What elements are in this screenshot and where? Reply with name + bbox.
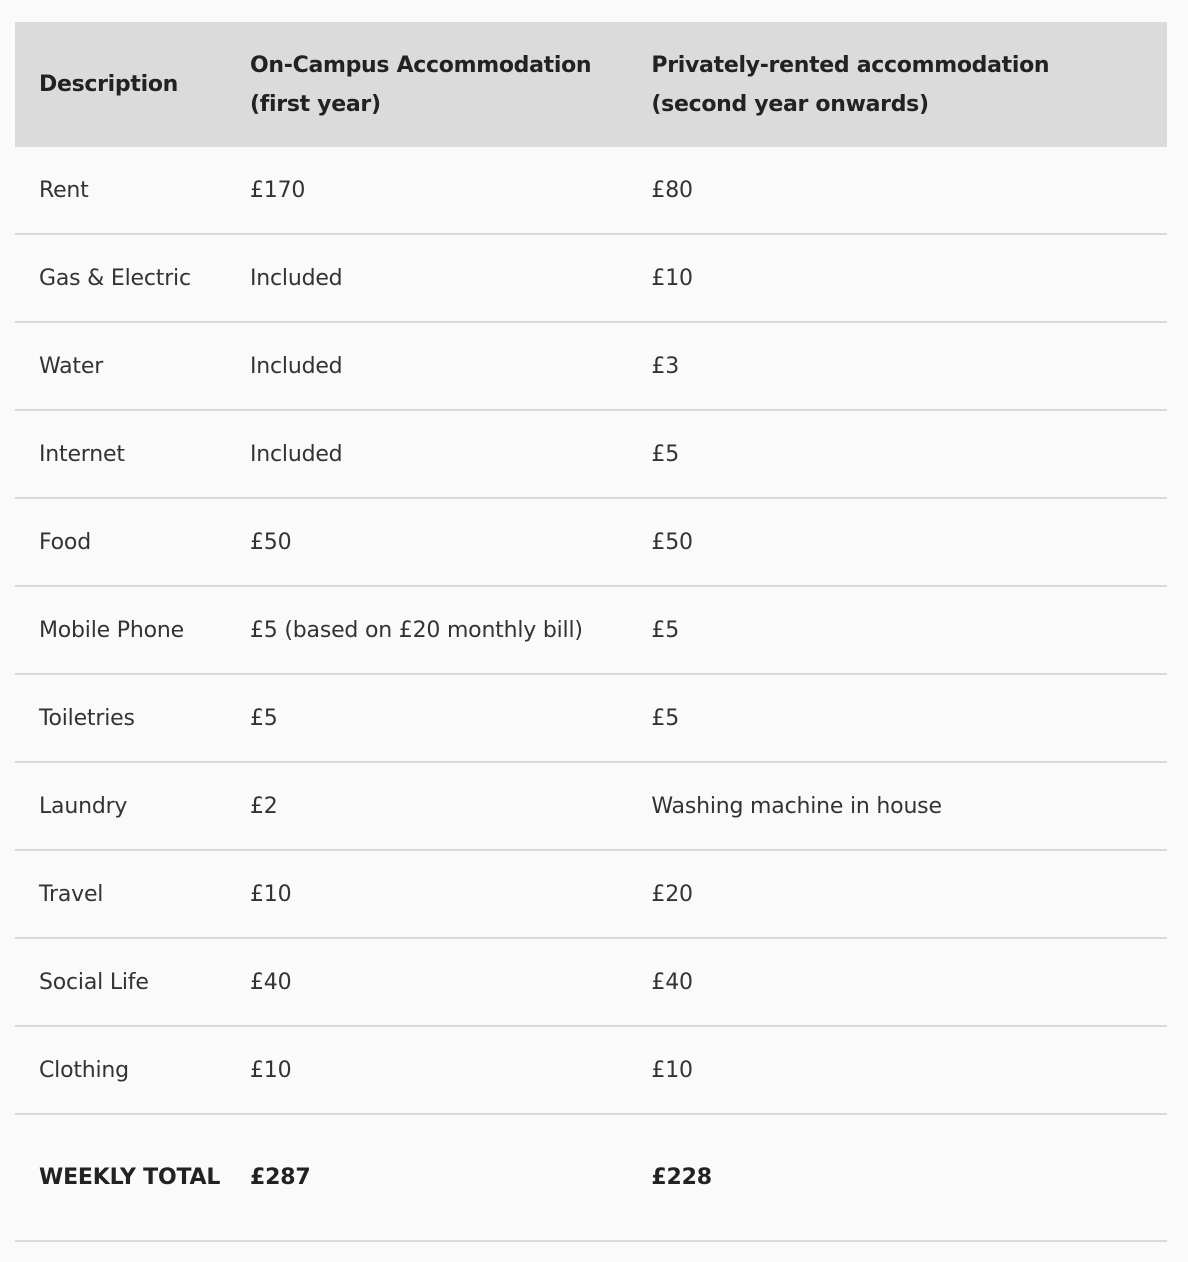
on-campus-cell: Included xyxy=(250,410,651,498)
description-cell: Mobile Phone xyxy=(15,586,250,674)
private-cell: £80 xyxy=(651,147,1167,234)
header-on-campus: On-Campus Accommodation (first year) xyxy=(250,22,651,147)
table-row xyxy=(15,147,1167,234)
description-cell: Gas & Electric xyxy=(15,234,250,322)
private-cell: £50 xyxy=(651,498,1167,586)
on-campus-cell: £50 xyxy=(250,498,651,586)
total-private: £228 xyxy=(651,1114,1167,1241)
table-row xyxy=(15,498,1167,586)
private-cell: £40 xyxy=(651,938,1167,1026)
private-cell: £10 xyxy=(651,234,1167,322)
on-campus-cell: £2 xyxy=(250,762,651,850)
description-cell: Water xyxy=(15,322,250,410)
total-on-campus: £287 xyxy=(250,1114,651,1241)
private-cell: £3 xyxy=(651,322,1167,410)
description-cell: Rent xyxy=(15,147,250,234)
table-row xyxy=(15,234,1167,322)
private-cell: £10 xyxy=(651,1026,1167,1114)
private-cell: £5 xyxy=(651,674,1167,762)
header-private: Privately-rented accommodation (second year onwards) xyxy=(651,22,1167,147)
on-campus-cell: £40 xyxy=(250,938,651,1026)
table-row xyxy=(15,1026,1167,1114)
description-cell: Laundry xyxy=(15,762,250,850)
header-description: Description xyxy=(15,22,250,147)
on-campus-cell: £5 xyxy=(250,674,651,762)
private-cell: £5 xyxy=(651,586,1167,674)
description-cell: Food xyxy=(15,498,250,586)
table-body xyxy=(15,147,1167,1241)
table-header-row xyxy=(15,22,1167,147)
on-campus-cell: £10 xyxy=(250,850,651,938)
total-label: WEEKLY TOTAL xyxy=(15,1114,250,1241)
description-cell: Toiletries xyxy=(15,674,250,762)
table-row xyxy=(15,850,1167,938)
private-cell: £20 xyxy=(651,850,1167,938)
on-campus-cell: Included xyxy=(250,234,651,322)
on-campus-cell: £170 xyxy=(250,147,651,234)
description-cell: Clothing xyxy=(15,1026,250,1114)
table-row xyxy=(15,586,1167,674)
private-cell: Washing machine in house xyxy=(651,762,1167,850)
description-cell: Internet xyxy=(15,410,250,498)
table-row xyxy=(15,762,1167,850)
private-cell: £5 xyxy=(651,410,1167,498)
table-row xyxy=(15,938,1167,1026)
description-cell: Travel xyxy=(15,850,250,938)
table-row xyxy=(15,410,1167,498)
on-campus-cell: £5 (based on £20 monthly bill) xyxy=(250,586,651,674)
total-row xyxy=(15,1114,1167,1241)
description-cell: Social Life xyxy=(15,938,250,1026)
on-campus-cell: Included xyxy=(250,322,651,410)
cost-table xyxy=(15,22,1167,1242)
on-campus-cell: £10 xyxy=(250,1026,651,1114)
table-row xyxy=(15,674,1167,762)
table-row xyxy=(15,322,1167,410)
